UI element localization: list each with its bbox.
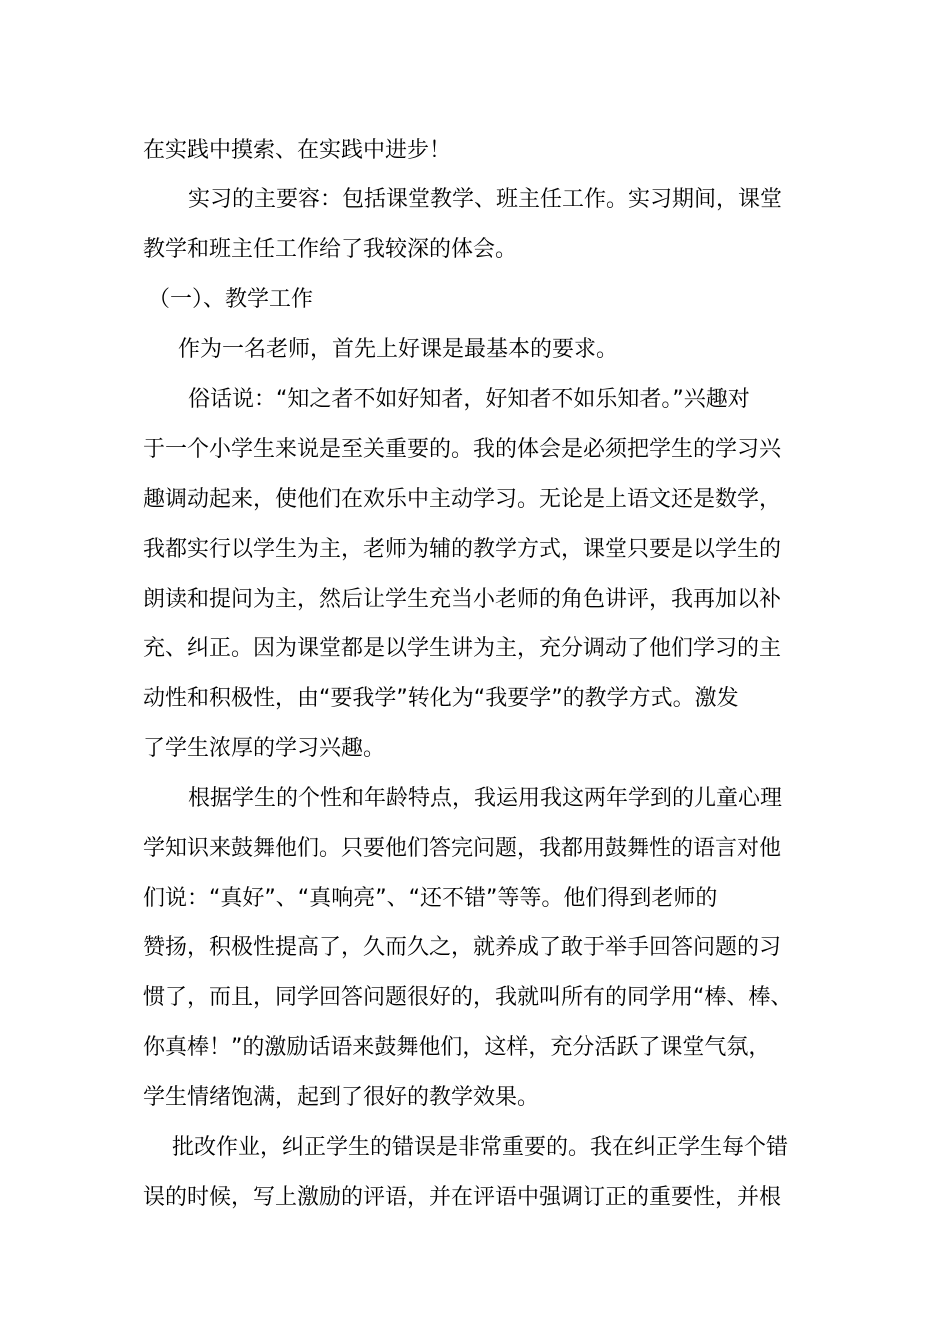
text-line: 作为一名老师，首先上好课是最基本的要求。 [178,337,619,362]
text-line: 趣调动起来，使他们在欢乐中主动学习。无论是上语文还是数学， [143,487,782,512]
text-line: 学生情绪饱满，起到了很好的教学效果。 [143,1085,540,1110]
text-line: 根据学生的个性和年龄特点，我运用我这两年学到的儿童心理 [188,786,783,811]
text-line: 们说：“真好”、“真响亮”、“还不错”等等。他们得到老师的 [143,886,718,911]
text-line: 惯了，而且，同学回答问题很好的，我就叫所有的同学用“棒、棒、 [143,985,793,1010]
text-line: 实习的主要容：包括课堂教学、班主任工作。实习期间，课堂 [188,187,783,212]
text-line: 学知识来鼓舞他们。只要他们答完问题，我都用鼓舞性的语言对他 [143,836,782,861]
section-heading: （一）、教学工作 [148,287,314,312]
text-line: 你真棒！”的激励话语来鼓舞他们，这样，充分活跃了课堂气氛， [143,1035,771,1060]
text-line: 误的时候，写上激励的评语，并在评语中强调订正的重要性，并根 [143,1185,782,1210]
text-line: 动性和积极性，由“要我学”转化为“我要学”的教学方式。激发 [143,686,739,711]
text-line: 赞扬，积极性提高了，久而久之，就养成了敢于举手回答问题的习 [143,935,782,960]
text-line: 了学生浓厚的学习兴趣。 [143,736,386,761]
text-line: 充、纠正。因为课堂都是以学生讲为主，充分调动了他们学习的主 [143,636,782,661]
text-line: 我都实行以学生为主，老师为辅的教学方式，课堂只要是以学生的 [143,537,782,562]
text-line: 在实践中摸索、在实践中进步！ [143,138,452,163]
text-line: 朗读和提问为主，然后让学生充当小老师的角色讲评，我再加以补 [143,587,782,612]
text-line: 俗话说：“知之者不如好知者，好知者不如乐知者。”兴趣对 [188,387,750,412]
text-line: 批改作业，纠正学生的错误是非常重要的。我在纠正学生每个错 [172,1135,789,1160]
text-line: 教学和班主任工作给了我较深的体会。 [143,237,518,262]
text-line: 于一个小学生来说是至关重要的。我的体会是必须把学生的学习兴 [143,437,782,462]
